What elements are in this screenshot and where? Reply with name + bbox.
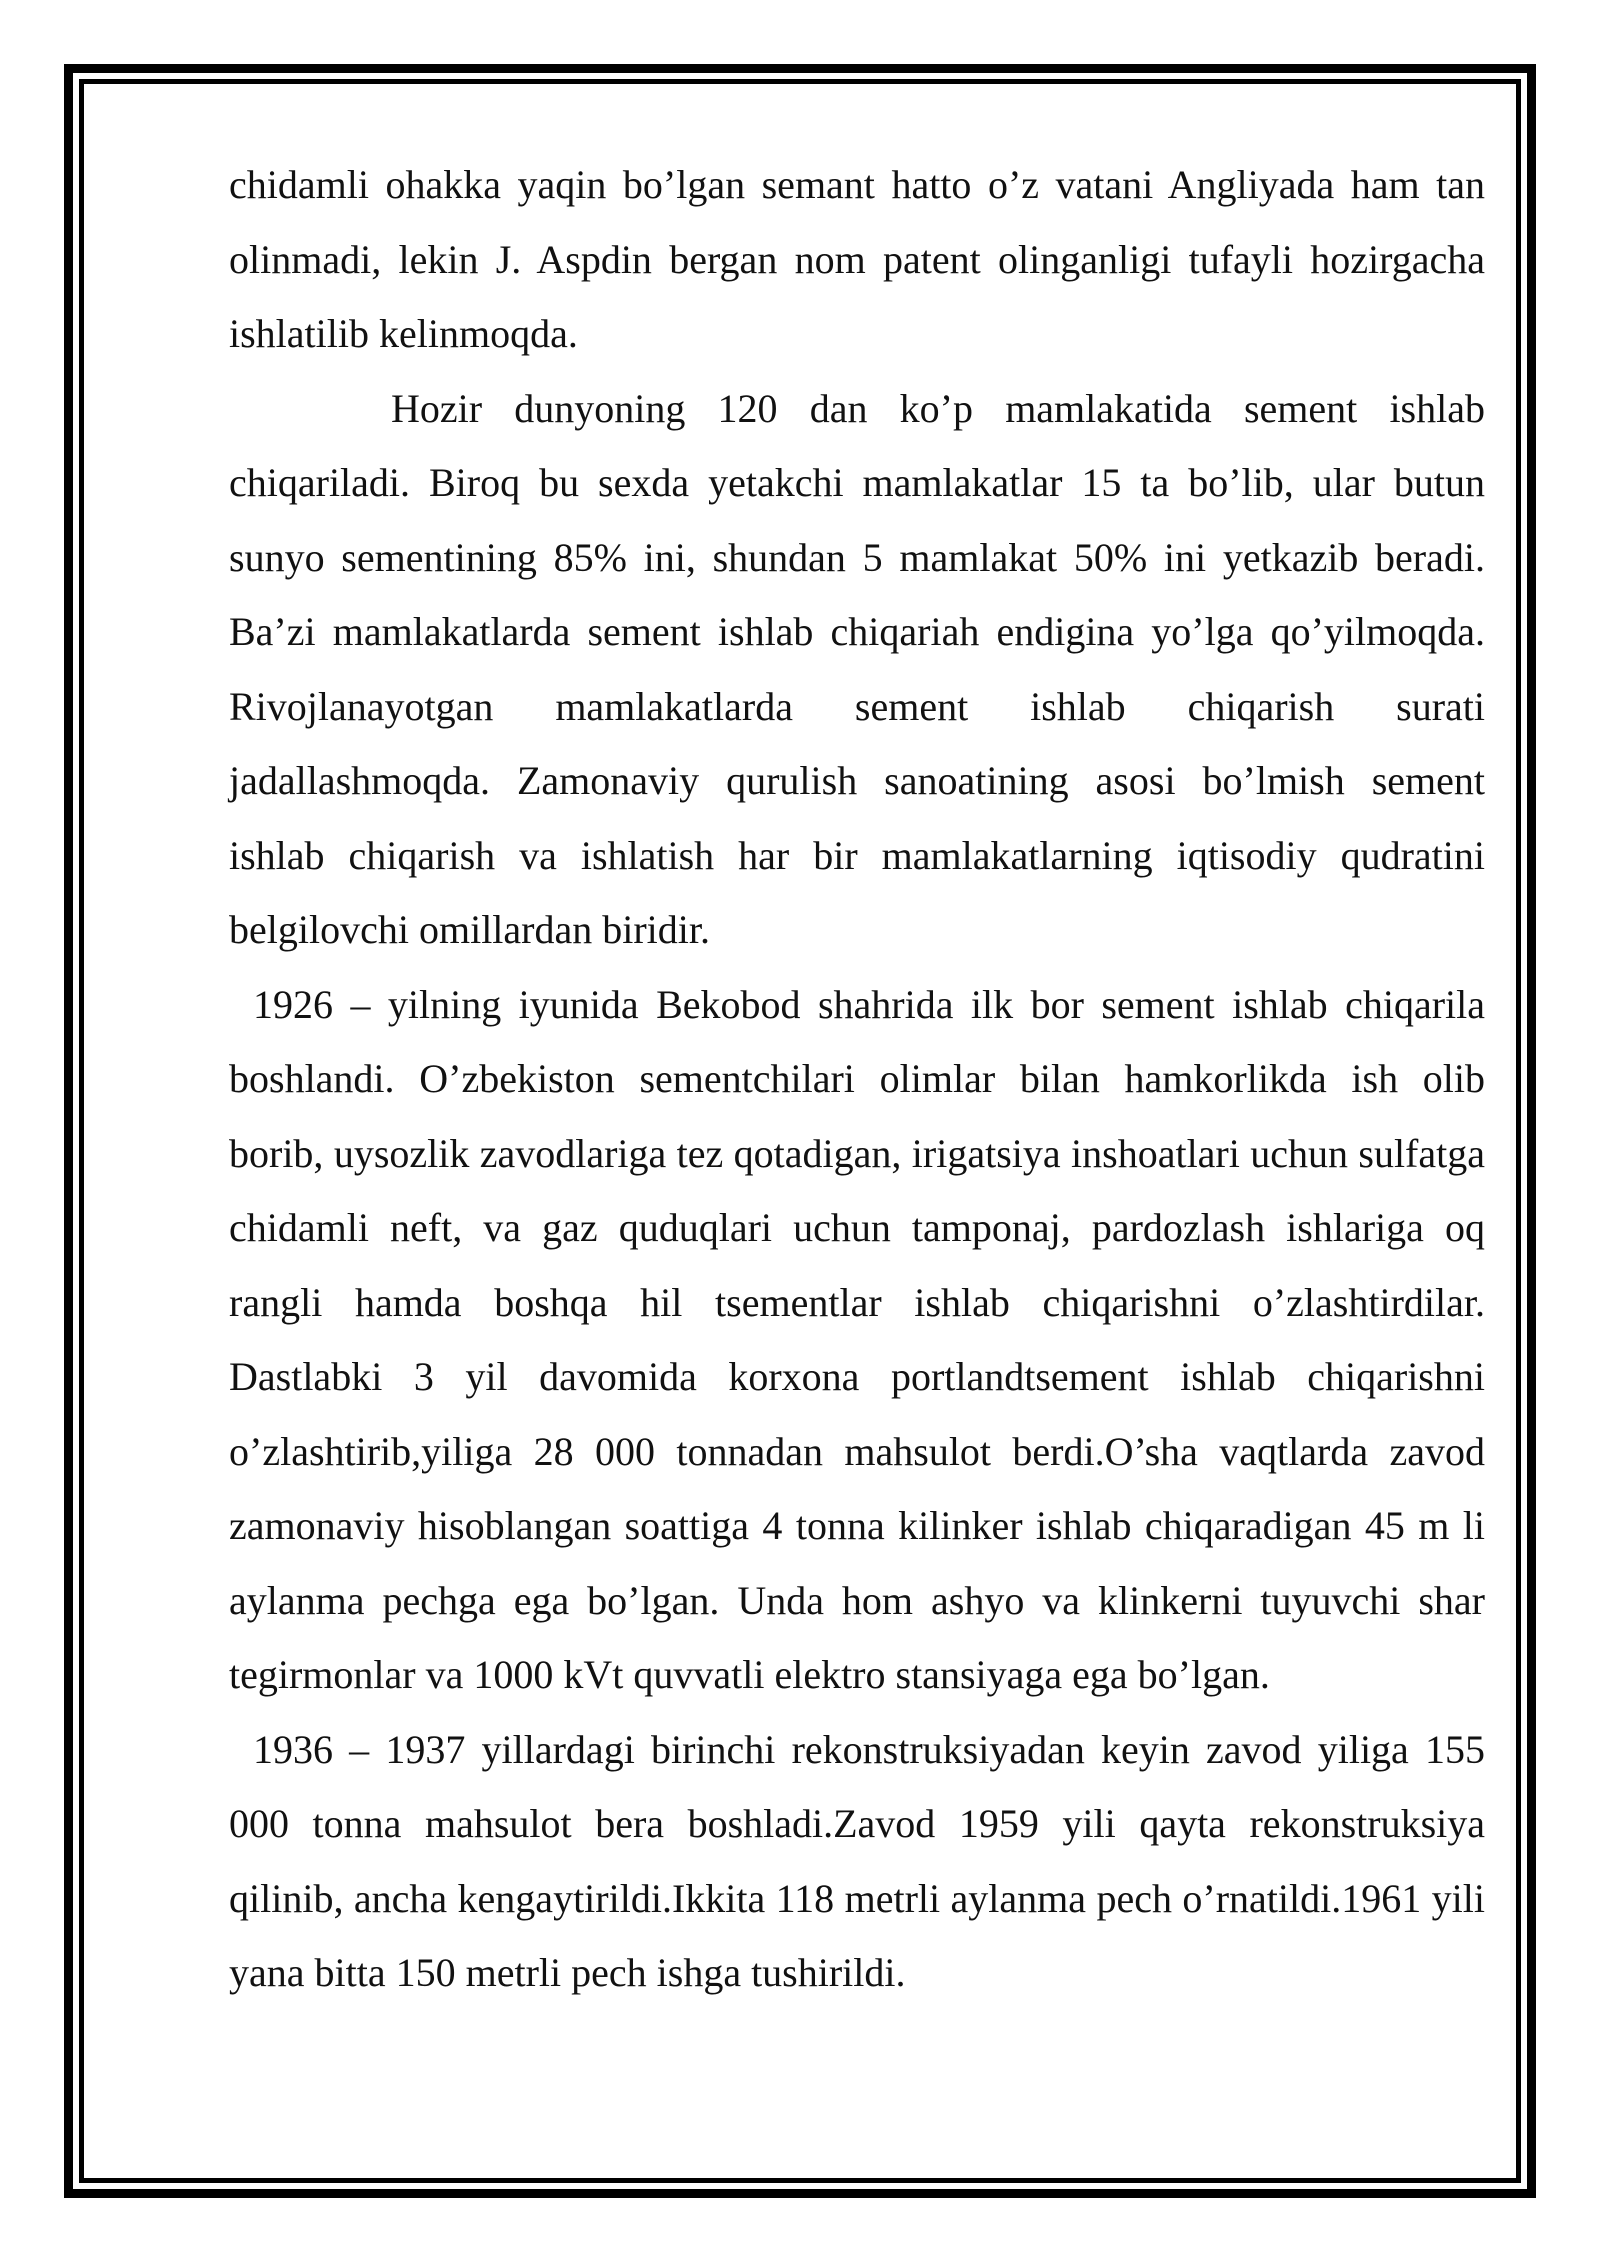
paragraph-aspdin-cement: chidamli ohakka yaqin bo’lgan semant hatto o’z vatani Angliyada ham tan olinmadi, lekin J. Aspdin bergan nom patent olinganligi tufayli hozirgacha ishlatilib kelinmoqda. [229, 162, 1485, 356]
paragraph-bekobod-1926: 1926 – yilning iyunida Bekobod shahrida ilk bor sement ishlab chiqarila boshlandi. O’zbekiston sementchilari olimlar bilan hamkorlikda ish olib borib, uysozlik zavodlariga tez qotadigan, irigatsiya inshoatlari uchun sulfatga chidamli neft, va gaz quduqlari uchun tamponaj, pardozlash ishlariga oq rangli hamda boshqa hil tsementlar ishlab chiqarishni o’zlashtirdilar. Dastlabki 3 yil davomida korxona portlandtsement ishlab chiqarishni o’zlashtirib,yiliga 28 000 tonnadan mahsulot berdi.O’sha vaqtlarda zavod zamonaviy hisoblangan soattiga 4 tonna kilinker ishlab chiqaradigan 45 m li aylanma pechga ega bo’lgan. Unda hom ashyo va klinkerni tuyuvchi shar tegirmonlar va 1000 kVt quvvatli elektro stansiyaga ega bo’lgan. [229, 981, 1485, 1697]
document-body [229, 148, 1485, 2011]
paragraph-world-cement-production: Hozir dunyoning 120 dan ko’p mamlakatida sement ishlab chiqariladi. Biroq bu sexda yetakchi mamlakatlar 15 ta bo’lib, ular butun sunyo sementining 85% ini, shundan 5 mamlakat 50% ini yetkazib beradi. Ba’zi mamlakatlarda sement ishlab chiqariah endigina yo’lga qo’yilmoqda. Rivojlanayotgan mamlakatlarda sement ishlab chiqarish surati jadallashmoqda. Zamonaviy qurulish sanoatining asosi bo’lmish sement ishlab chiqarish va ishlatish har bir mamlakatlarning iqtisodiy qudratini belgilovchi omillardan biridir. [229, 385, 1485, 952]
paragraph-reconstruction-1936: 1936 – 1937 yillardagi birinchi rekonstruksiyadan keyin zavod yiliga 155 000 tonna mahsulot bera boshladi.Zavod 1959 yili qayta rekonstruksiya qilinib, ancha kengaytirildi.Ikkita 118 metrli aylanma pech o’rnatildi.1961 yili yana bitta 150 metrli pech ishga tushirildi. [229, 1726, 1485, 1995]
